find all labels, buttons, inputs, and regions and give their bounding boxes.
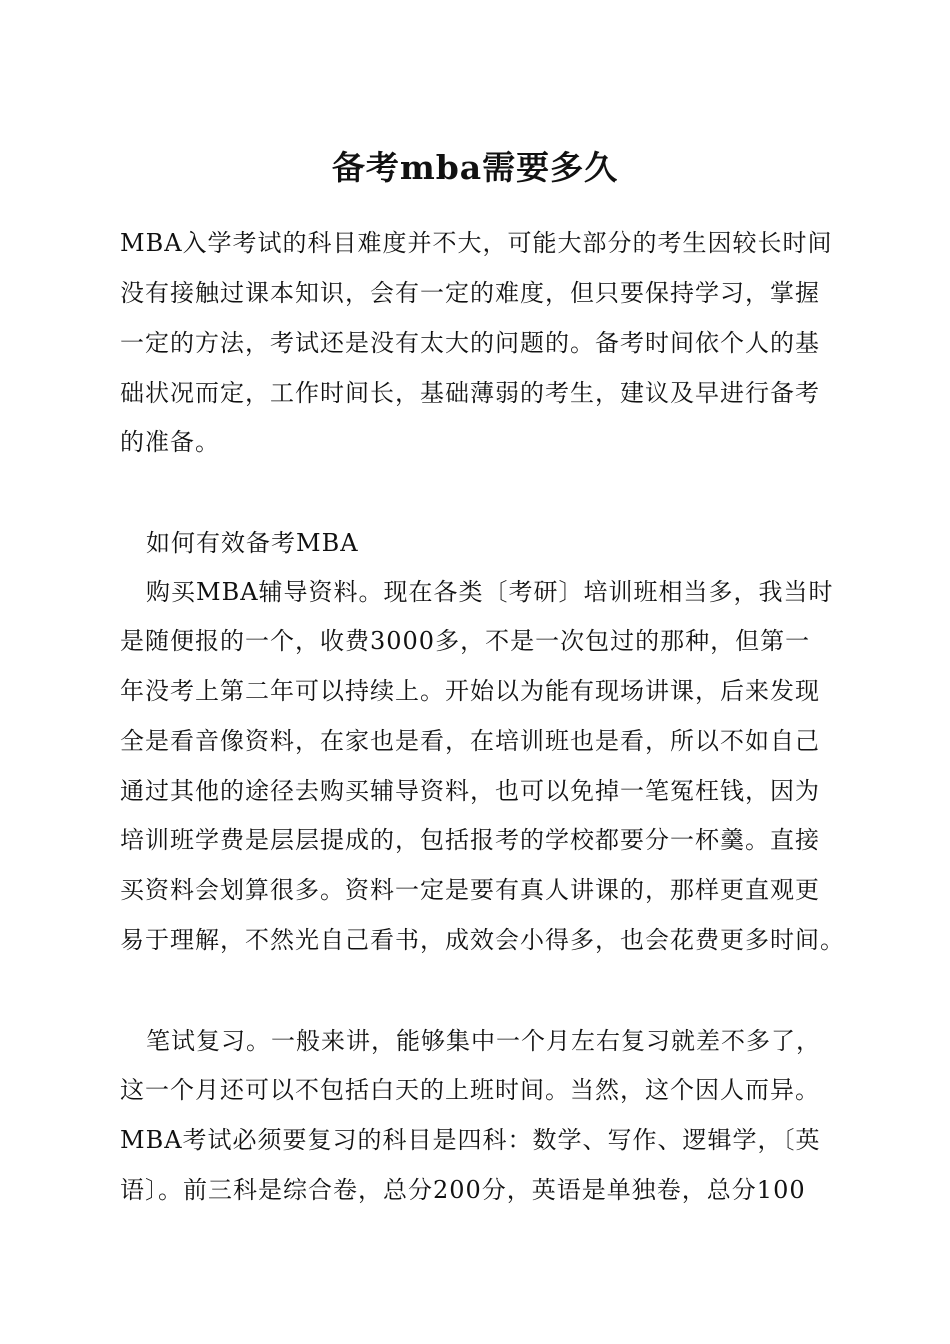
paragraph-line: 培训班学费是层层提成的，包括报考的学校都要分一杯羹。直接 [120,826,820,854]
paragraph-line: 一定的方法，考试还是没有太大的问题的。备考时间依个人的基 [120,329,820,357]
paragraph-line: 买资料会划算很多。资料一定是要有真人讲课的，那样更直观更 [120,876,820,904]
paragraph-line: 笔试复习。一般来讲，能够集中一个月左右复习就差不多了， [146,1027,821,1055]
paragraph-line: 语〕。前三科是综合卷，总分200分，英语是单独卷，总分100 [120,1176,806,1204]
paragraph-line: 础状况而定，工作时间长，基础薄弱的考生，建议及早进行备考 [120,379,820,407]
paragraph-line: 易于理解，不然光自己看书，成效会小得多，也会花费更多时间。 [120,926,845,954]
paragraph-line: 的准备。 [120,428,220,456]
paragraph-line: 购买MBA辅导资料。现在各类〔考研〕培训班相当多，我当时 [146,578,834,606]
paragraph-line: MBA入学考试的科目难度并不大，可能大部分的考生因较长时间 [120,229,833,257]
paragraph-line: 年没考上第二年可以持续上。开始以为能有现场讲课，后来发现 [120,677,820,705]
paragraph-line: 通过其他的途径去购买辅导资料，也可以免掉一笔冤枉钱，因为 [120,777,820,805]
paragraph-line: 没有接触过课本知识，会有一定的难度，但只要保持学习，掌握 [120,279,820,307]
document-title: 备考mba需要多久 [331,148,619,187]
paragraph-line: 是随便报的一个，收费3000多，不是一次包过的那种，但第一 [120,627,811,655]
paragraph-line: MBA考试必须要复习的科目是四科：数学、写作、逻辑学，〔英 [120,1126,821,1154]
paragraph-line: 这一个月还可以不包括白天的上班时间。当然，这个因人而异。 [120,1076,820,1104]
section-heading: 如何有效备考MBA [146,529,359,557]
paragraph-line: 全是看音像资料，在家也是看，在培训班也是看，所以不如自己 [120,727,820,755]
